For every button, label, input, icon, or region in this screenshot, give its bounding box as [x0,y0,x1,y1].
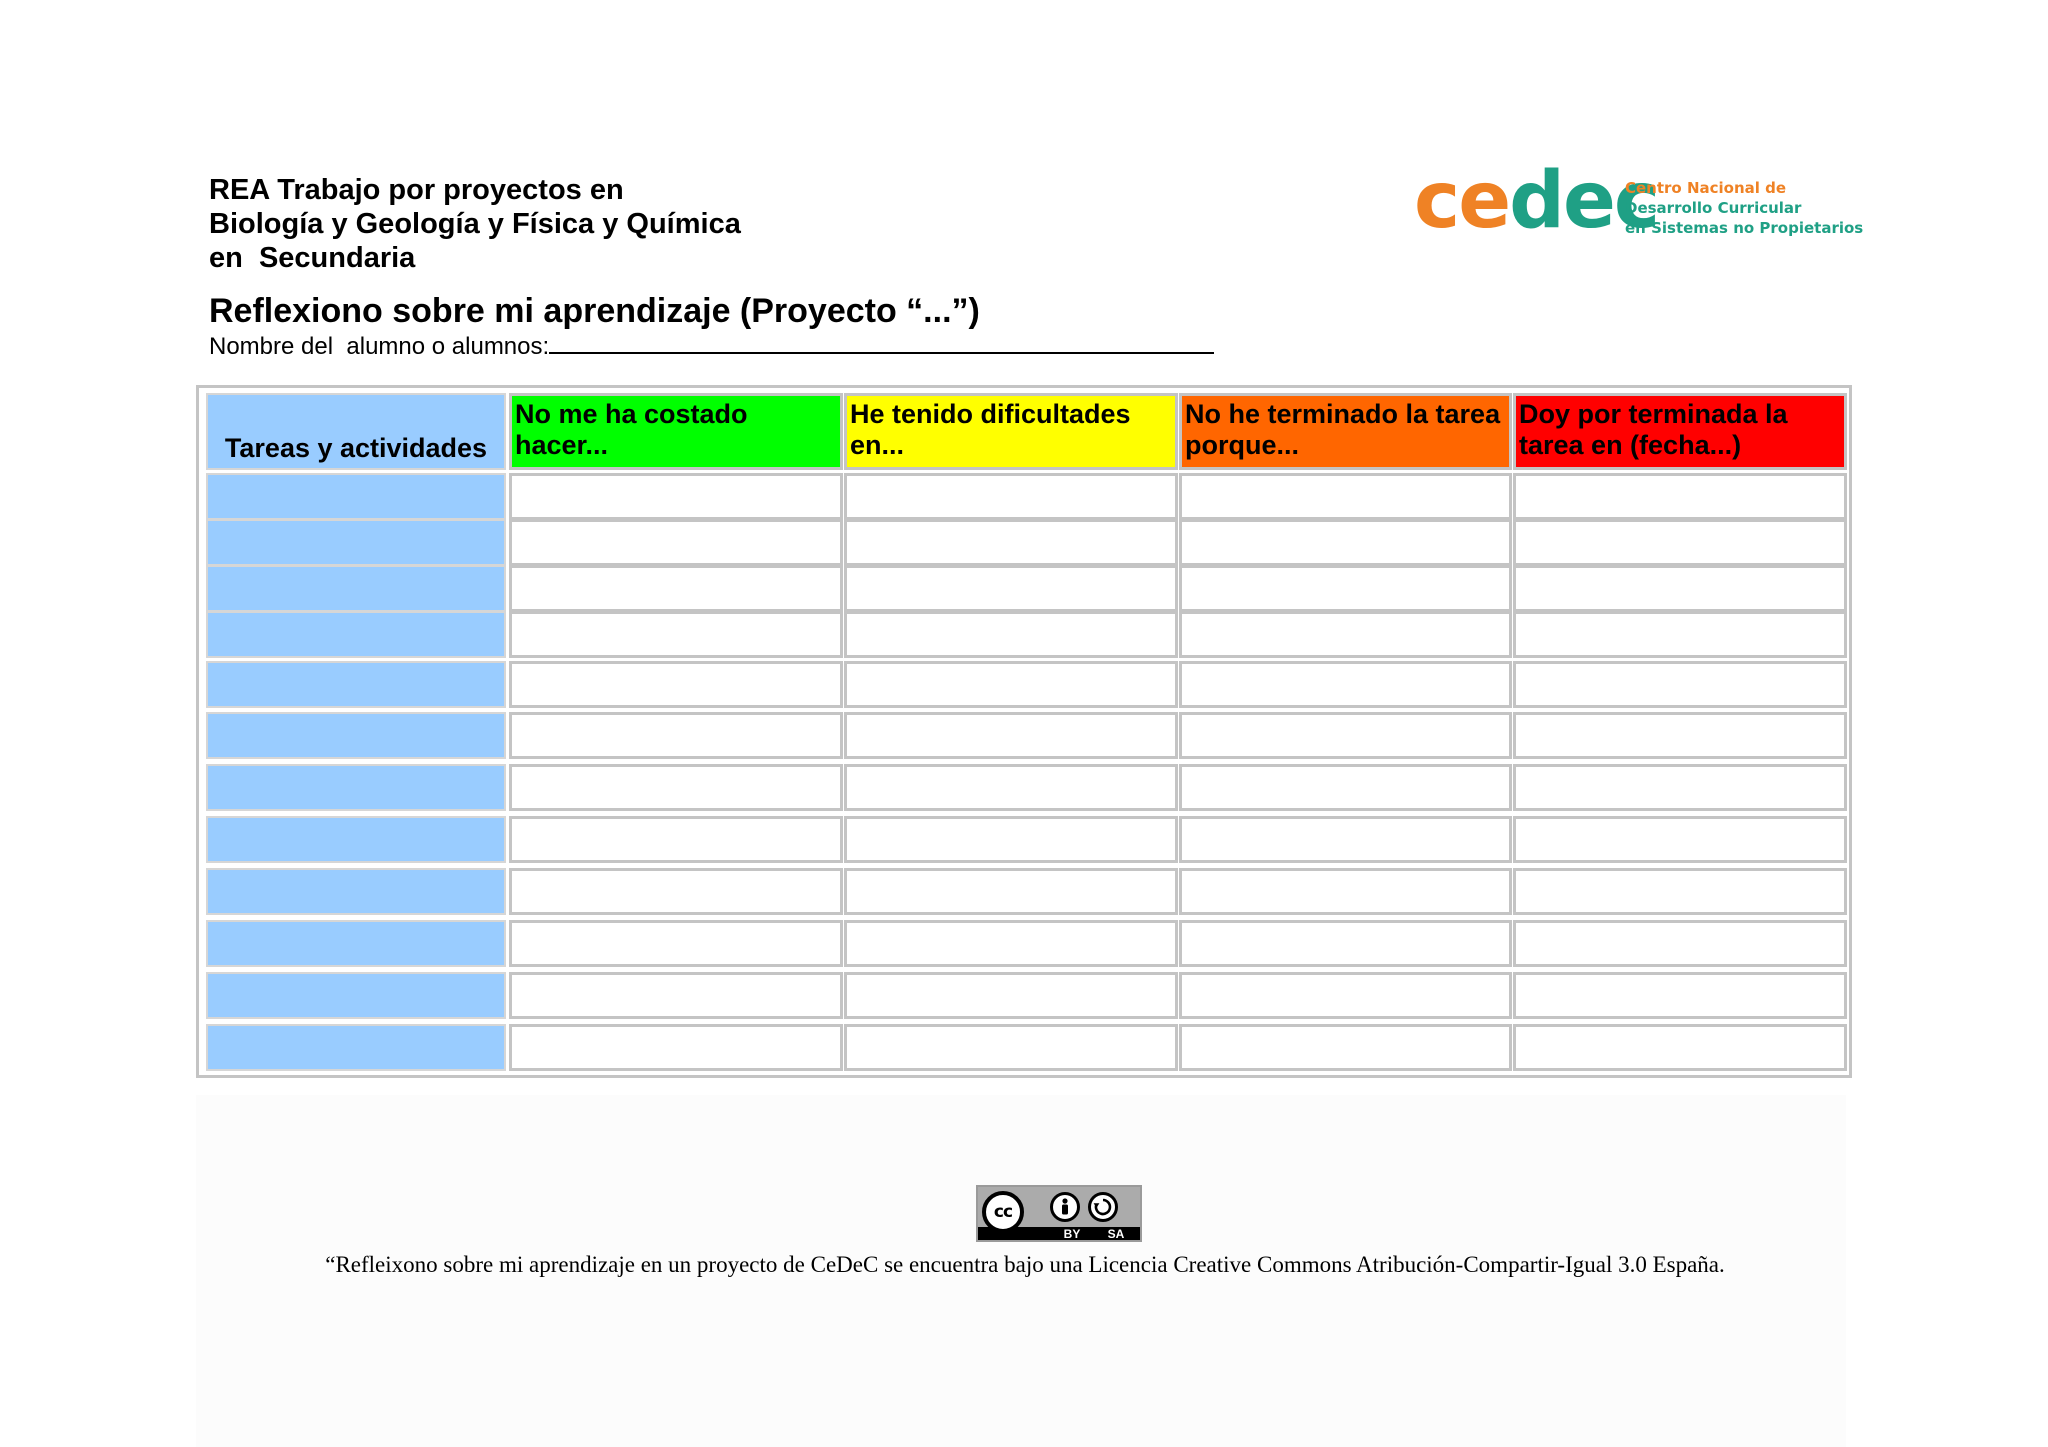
answer-cell[interactable] [844,611,1178,658]
answer-cell[interactable] [844,972,1178,1019]
cc-logo-icon: cc [982,1191,1024,1233]
answer-cell[interactable] [1179,611,1512,658]
answer-cell[interactable] [844,712,1178,759]
answer-cell[interactable] [1513,473,1847,520]
answer-cell[interactable] [1513,764,1847,811]
task-cell[interactable] [206,920,506,967]
answer-cell[interactable] [509,972,843,1019]
answer-cell[interactable] [1179,1024,1512,1071]
cedec-logo-word-part1: ce [1414,156,1510,246]
answer-cell[interactable] [1513,519,1847,566]
cedec-logo [1414,156,1864,251]
answer-cell[interactable] [1179,972,1512,1019]
answer-cell[interactable] [844,565,1178,612]
table-header-3: He tenido dificultades en... [844,393,1178,470]
course-title [209,173,1009,275]
task-cell[interactable] [206,764,506,811]
answer-cell[interactable] [509,764,843,811]
share-alike-icon [1088,1192,1118,1222]
answer-cell[interactable] [1179,712,1512,759]
answer-cell[interactable] [1513,661,1847,708]
answer-cell[interactable] [509,519,843,566]
answer-cell[interactable] [1513,1024,1847,1071]
document-title: Reflexiono sobre mi aprendizaje (Proyecto “...”) [209,292,980,330]
table-header-1: Tareas y actividades [206,393,506,470]
answer-cell[interactable] [1513,816,1847,863]
task-cell[interactable] [206,972,506,1019]
answer-cell[interactable] [844,764,1178,811]
answer-cell[interactable] [1513,868,1847,915]
answer-cell[interactable] [1179,661,1512,708]
cedec-logo-word-part2: dec [1509,156,1659,246]
answer-cell[interactable] [509,868,843,915]
attribution-icon [1050,1192,1080,1222]
answer-cell[interactable] [1513,920,1847,967]
student-name-label: Nombre del alumno o alumnos: [209,333,550,360]
answer-cell[interactable] [509,712,843,759]
answer-cell[interactable] [509,920,843,967]
task-cell[interactable] [206,661,506,708]
table-header-2: No me ha costado hacer... [509,393,843,470]
answer-cell[interactable] [1179,473,1512,520]
answer-cell[interactable] [1179,764,1512,811]
answer-cell[interactable] [509,565,843,612]
answer-cell[interactable] [1179,920,1512,967]
answer-cell[interactable] [1513,565,1847,612]
answer-cell[interactable] [1179,816,1512,863]
course-title-line-2: Biología y Geología y Física y Química [209,208,741,240]
answer-cell[interactable] [844,816,1178,863]
cedec-logo-wordmark [1414,156,1659,246]
cedec-tagline-line-1: Centro Nacional de [1625,179,1787,197]
cedec-logo-tagline [1625,178,1863,238]
cc-by-label: BY [1063,1227,1081,1241]
answer-cell[interactable] [1513,972,1847,1019]
answer-cell[interactable] [509,611,843,658]
cedec-tagline-line-3: en Sistemas no Propietarios [1625,219,1864,237]
answer-cell[interactable] [509,1024,843,1071]
answer-cell[interactable] [844,473,1178,520]
answer-cell[interactable] [844,661,1178,708]
cedec-tagline-line-2: Desarrollo Curricular [1625,199,1802,217]
answer-cell[interactable] [844,920,1178,967]
answer-cell[interactable] [509,473,843,520]
task-cell[interactable] [206,712,506,759]
answer-cell[interactable] [1179,519,1512,566]
answer-cell[interactable] [509,661,843,708]
cc-sa-label: SA [1107,1227,1125,1241]
task-cell[interactable] [206,611,506,658]
answer-cell[interactable] [844,868,1178,915]
task-cell[interactable] [206,816,506,863]
answer-cell[interactable] [1513,611,1847,658]
answer-cell[interactable] [1179,868,1512,915]
task-cell[interactable] [206,868,506,915]
task-cell[interactable] [206,565,506,612]
student-name-field [209,330,1214,362]
license-notice: “Refleixono sobre mi aprendizaje en un proyecto de CeDeC se encuentra bajo una Licencia Creative Commons Atribución-Compartir-Igual 3.0 España. [325,1252,1725,1277]
task-cell[interactable] [206,473,506,520]
table-header-4: No he terminado la tarea porque... [1179,393,1512,470]
answer-cell[interactable] [509,816,843,863]
cc-by-sa-badge [976,1185,1142,1242]
task-cell[interactable] [206,519,506,566]
course-title-line-3: en Secundaria [209,242,416,274]
answer-cell[interactable] [844,519,1178,566]
course-title-line-1: REA Trabajo por proyectos en [209,174,624,206]
answer-cell[interactable] [1513,712,1847,759]
answer-cell[interactable] [1179,565,1512,612]
reflection-table [196,385,1852,1078]
answer-cell[interactable] [844,1024,1178,1071]
task-cell[interactable] [206,1024,506,1071]
table-header-5: Doy por terminada la tarea en (fecha...) [1513,393,1847,470]
student-name-blank[interactable] [549,330,1214,354]
